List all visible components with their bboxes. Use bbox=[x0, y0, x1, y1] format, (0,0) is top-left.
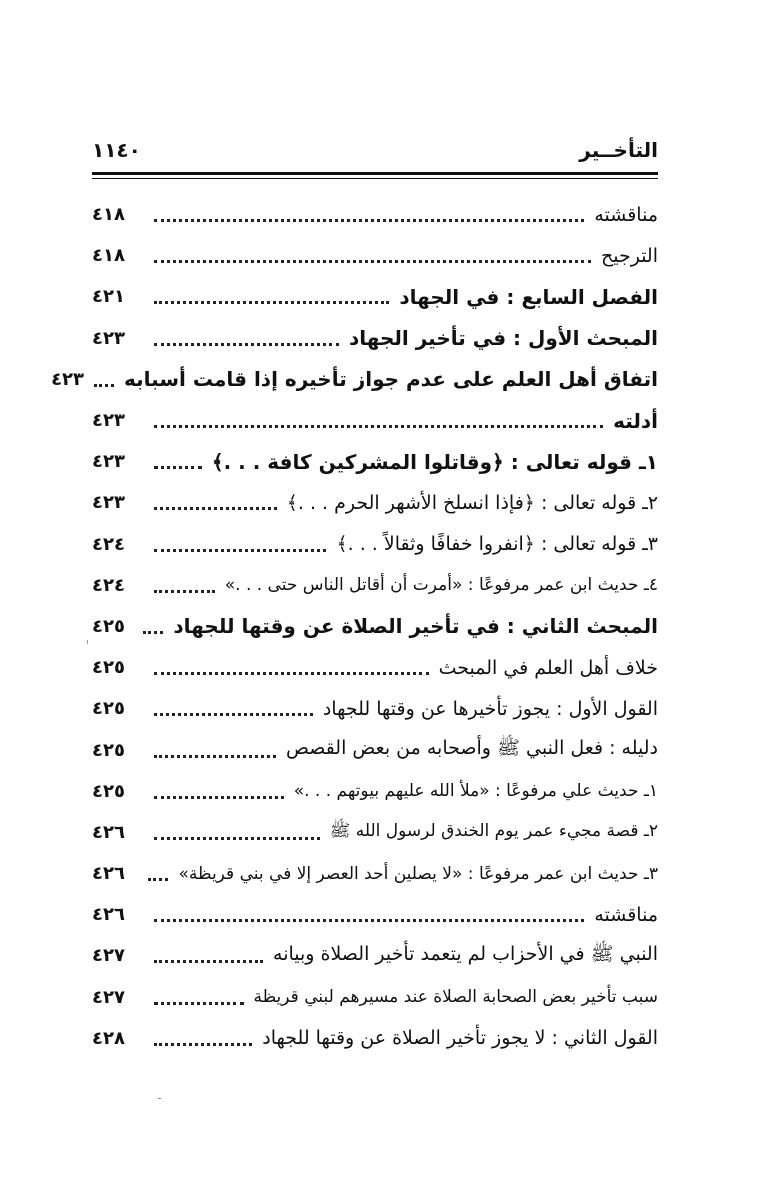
toc-entry-title: ٣ـ حديث ابن عمر مرفوعًا : «لا يصلين أحد العصر إلا في بني قريظة» bbox=[178, 863, 658, 884]
toc-entry-page: ٤٢٥ bbox=[92, 657, 125, 679]
dot-leader bbox=[154, 260, 591, 263]
toc-entry bbox=[92, 771, 658, 812]
toc-entry-page: ٤٢٣ bbox=[92, 492, 125, 514]
toc-entry-page: ٤١٨ bbox=[92, 245, 125, 267]
dot-leader bbox=[94, 384, 114, 387]
toc-entry-page: ٤٢٥ bbox=[92, 615, 125, 637]
toc-entry bbox=[92, 400, 658, 441]
toc-entry bbox=[92, 1018, 658, 1059]
toc-entry-page: ٤٢٧ bbox=[92, 945, 125, 967]
dot-leader bbox=[154, 343, 339, 346]
page-header bbox=[92, 138, 658, 168]
dot-leader bbox=[154, 549, 326, 552]
toc-entry-page: ٤٢٦ bbox=[92, 821, 125, 843]
margin-speck bbox=[87, 640, 88, 644]
toc-entry-title: المبحث الثاني : في تأخير الصلاة عن وقتها للجهاد bbox=[173, 614, 658, 639]
toc-entry-title: خلاف أهل العلم في المبحث bbox=[438, 656, 658, 679]
dot-leader bbox=[154, 1043, 252, 1046]
toc-entry-page: ٤٢٤ bbox=[92, 533, 125, 555]
dot-leader bbox=[154, 425, 603, 428]
dot-leader bbox=[154, 301, 389, 304]
toc-entry bbox=[92, 318, 658, 359]
toc-entry-title: ١ـ قوله تعالى : ﴿وقاتلوا المشركين كافة . . .﴾ bbox=[211, 449, 658, 474]
toc-entry-title: ٣ـ قوله تعالى : ﴿انفروا خفافًا وثقالاً . . .﴾ bbox=[336, 533, 658, 556]
toc-entry-page: ٤٢٣ bbox=[92, 451, 125, 473]
toc-entry-page: ٤٢٦ bbox=[92, 863, 125, 885]
running-title: التأخــير bbox=[579, 138, 658, 162]
toc-entry bbox=[92, 194, 658, 235]
toc-entry bbox=[92, 235, 658, 276]
toc-entry-title: دليله : فعل النبي ﷺ وأصحابه من بعض القصص bbox=[285, 737, 658, 760]
toc-entry bbox=[92, 482, 658, 523]
toc-entry-page: ٤١٨ bbox=[92, 204, 125, 226]
toc-entry bbox=[92, 729, 658, 770]
toc-entry bbox=[92, 647, 658, 688]
toc-entry bbox=[51, 359, 658, 400]
dot-leader bbox=[154, 507, 277, 510]
toc-entry-page: ٤٢٥ bbox=[92, 780, 125, 802]
toc-entry-page: ٤٢١ bbox=[92, 286, 125, 308]
toc-entry-title: الترجيح bbox=[600, 244, 658, 267]
toc-entry bbox=[92, 894, 658, 935]
toc-entry-title: سبب تأخير بعض الصحابة الصلاة عند مسيرهم لبني قريظة bbox=[253, 987, 658, 1008]
toc-entry-title: القول الأول : يجوز تأخيرها عن وقتها للجهاد bbox=[322, 697, 658, 720]
toc-entry bbox=[92, 276, 658, 317]
toc-entry-title: النبي ﷺ في الأحزاب لم يتعمد تأخير الصلاة وبيانه bbox=[273, 942, 658, 965]
toc-entry bbox=[92, 565, 658, 606]
toc-entry-title: المبحث الأول : في تأخير الجهاد bbox=[349, 326, 658, 351]
toc-entry-title: ١ـ حديث علي مرفوعًا : «ملأ الله عليهم بيوتهم . . .» bbox=[293, 781, 658, 802]
toc-entry-page: ٤٢٣ bbox=[92, 410, 125, 432]
page-number: ١١٤٠ bbox=[92, 138, 141, 162]
toc-entry-title: مناقشته bbox=[594, 903, 658, 926]
toc-entry-page: ٤٢٥ bbox=[92, 739, 125, 761]
dot-leader bbox=[154, 837, 320, 840]
toc-entry-page: ٤٢٥ bbox=[92, 698, 125, 720]
toc-entry bbox=[92, 606, 658, 647]
toc-entry-page: ٤٢٦ bbox=[92, 904, 125, 926]
toc-entry-title: مناقشته bbox=[594, 203, 658, 226]
dot-leader bbox=[143, 631, 163, 634]
page-speck bbox=[158, 1098, 161, 1099]
toc-entry bbox=[92, 935, 658, 976]
dot-leader bbox=[154, 672, 429, 675]
table-of-contents bbox=[51, 194, 658, 1059]
dot-leader bbox=[154, 960, 263, 963]
dot-leader bbox=[154, 796, 284, 799]
toc-entry-title: ٢ـ قصة مجيء عمر يوم الخندق لرسول الله ﷺ bbox=[329, 820, 658, 841]
toc-entry-title: القول الثاني : لا يجوز تأخير الصلاة عن وقتها للجهاد bbox=[262, 1027, 658, 1050]
dot-leader bbox=[154, 919, 584, 922]
toc-entry-page: ٤٢٧ bbox=[92, 986, 125, 1008]
toc-entry bbox=[92, 853, 658, 894]
dot-leader bbox=[154, 219, 584, 222]
toc-entry bbox=[92, 977, 658, 1018]
dot-leader bbox=[148, 878, 168, 881]
header-rule-thin bbox=[92, 178, 658, 179]
toc-entry-title: الفصل السابع : في الجهاد bbox=[399, 284, 658, 309]
toc-entry bbox=[92, 812, 658, 853]
toc-entry-page: ٤٢٣ bbox=[51, 368, 85, 390]
dot-leader bbox=[154, 466, 202, 469]
header-rule-thick bbox=[92, 172, 658, 175]
toc-entry bbox=[92, 688, 658, 729]
toc-entry-page: ٤٢٨ bbox=[92, 1027, 125, 1049]
toc-entry-page: ٤٢٣ bbox=[92, 327, 125, 349]
toc-entry-title: ٢ـ قوله تعالى : ﴿فإذا انسلخ الأشهر الحرم . . .﴾ bbox=[286, 491, 658, 514]
toc-entry-title: اتفاق أهل العلم على عدم جواز تأخيره إذا قامت أسبابه bbox=[124, 367, 658, 392]
dot-leader bbox=[154, 713, 313, 716]
toc-entry bbox=[92, 441, 658, 482]
dot-leader bbox=[154, 755, 276, 758]
dot-leader bbox=[154, 590, 215, 593]
toc-entry-title: أدلته bbox=[613, 408, 658, 433]
toc-entry bbox=[92, 524, 658, 565]
toc-entry-title: ٤ـ حديث ابن عمر مرفوعًا : «أمرت أن أقاتل الناس حتى . . .» bbox=[224, 575, 658, 596]
dot-leader bbox=[154, 1002, 244, 1005]
toc-entry-page: ٤٢٤ bbox=[92, 574, 125, 596]
